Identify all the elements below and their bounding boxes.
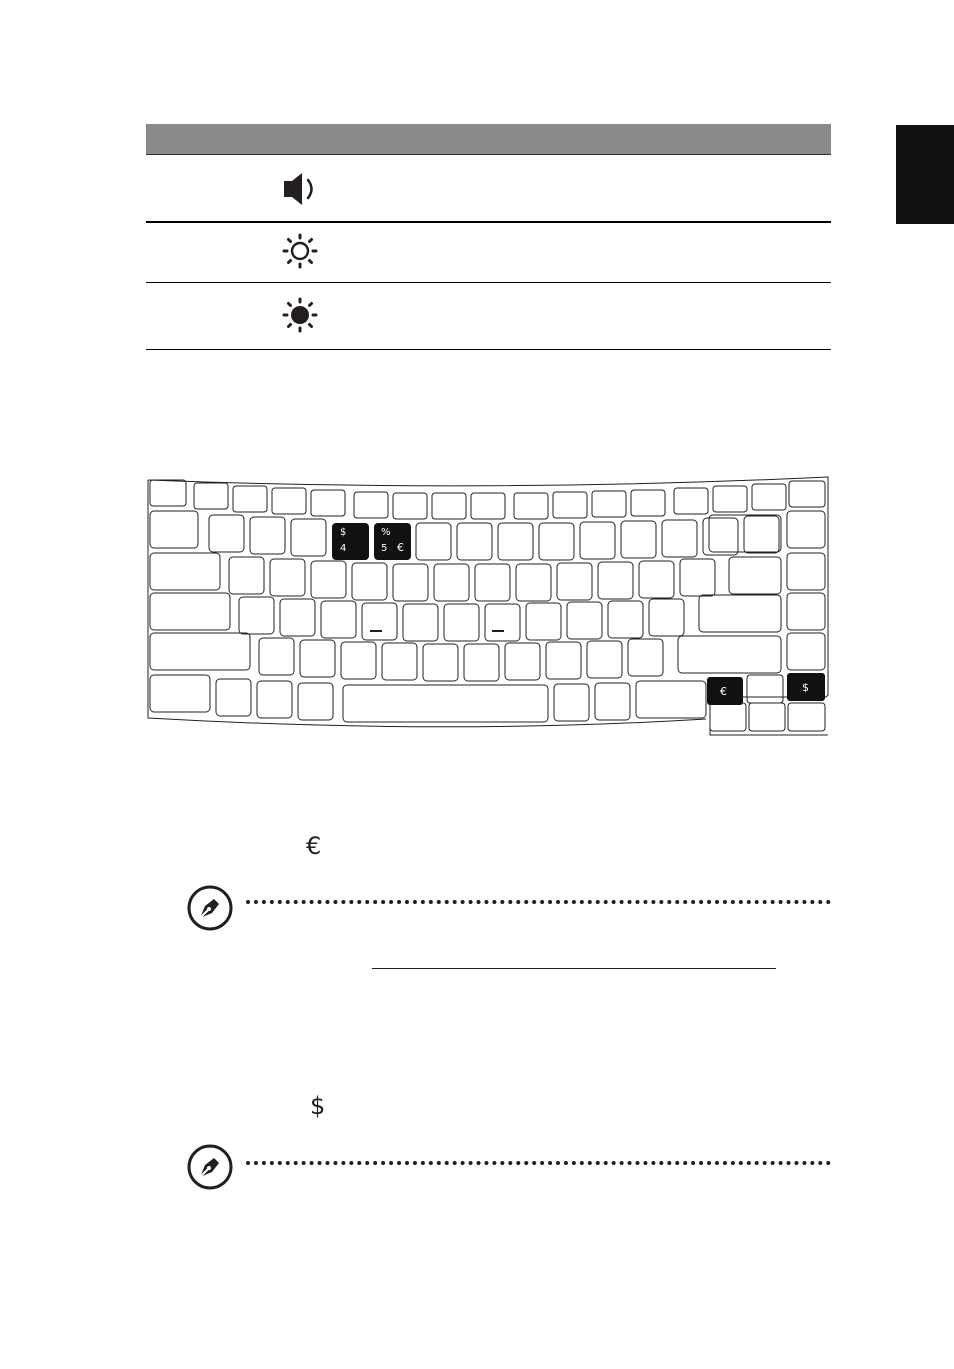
- brightness-up-icon: [282, 297, 318, 333]
- highlighted-key-percent-5-euro: [374, 523, 411, 560]
- speaker-icon: [282, 171, 318, 207]
- key-label: €: [397, 541, 404, 554]
- key-label: 4: [340, 543, 347, 554]
- brightness-down-icon: [282, 233, 318, 269]
- highlighted-key-dollar-4: [332, 523, 369, 560]
- note-pen-icon: [187, 1144, 233, 1190]
- keyboard-diagram: [146, 473, 832, 739]
- table-row-volume: [146, 155, 831, 223]
- highlighted-key-euro: [707, 677, 743, 705]
- key-label: $: [340, 527, 347, 538]
- table-row-brightness-down: [146, 223, 831, 283]
- note-pen-icon: [187, 885, 233, 931]
- hotkey-table: [146, 124, 831, 350]
- key-label: $: [802, 681, 809, 694]
- key-label: 5: [381, 543, 388, 554]
- table-row-brightness-up: [146, 283, 831, 350]
- highlighted-key-dollar: [787, 673, 825, 701]
- table-header: [146, 124, 831, 155]
- underline-rule: [372, 968, 776, 969]
- note-divider: [246, 1161, 831, 1165]
- euro-symbol: €: [306, 832, 322, 860]
- dollar-symbol: $: [310, 1092, 326, 1120]
- note-divider: [246, 900, 831, 904]
- key-label: €: [720, 685, 727, 698]
- section-tab: [896, 125, 954, 224]
- key-label: %: [381, 527, 391, 538]
